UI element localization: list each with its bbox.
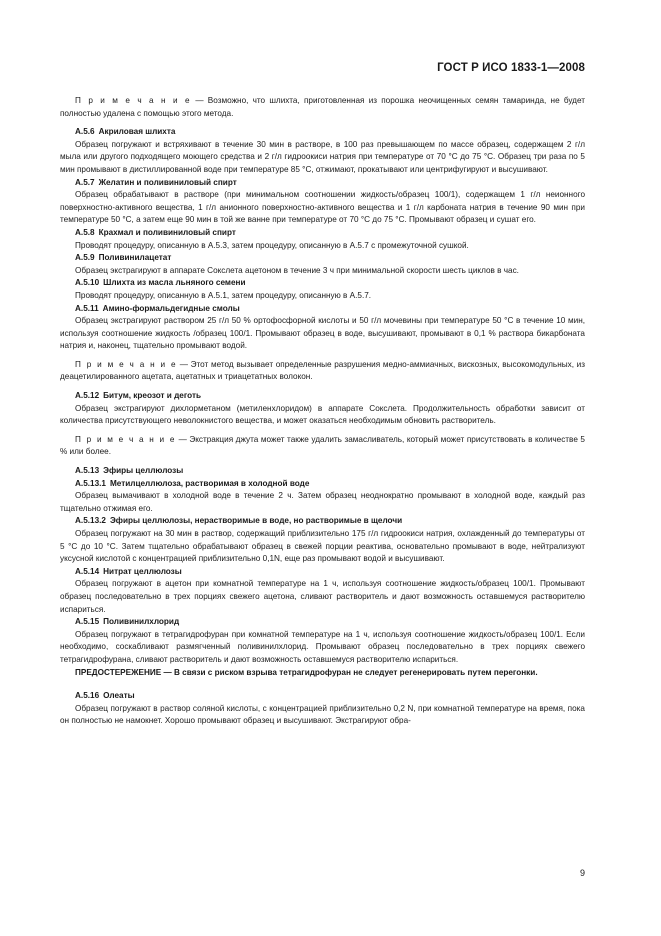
section-heading (60, 177, 585, 190)
section-number: А.5.9 (75, 253, 95, 263)
section-heading (60, 478, 585, 491)
section-number: А.5.7 (75, 177, 95, 187)
section-title: Метилцеллюлоза, растворимая в холодной воде (109, 478, 310, 488)
body-paragraph: Образец погружают и встряхивают в течение 30 мин в растворе, в 100 раз превышающем по массе образец, содержащем 2 г/л мыла или другого подходящего моющего средства и 2 г/л гидроокиси натрия при температуре от 70 °С до 75 °С. Образец три раза по 5 мин промывают в дистиллированной воде при температуре 85 °С, отжимают, прокатывают или центрифугируют и высушивают. (60, 139, 585, 174)
body-paragraph: Образец погружают в раствор соляной кислоты, с концентрацией приблизительно 0,2 N, при комнатной температуре на время, пока он полностью не намокнет. Хорошо промывают образец и высушивают. Экстрагируют обра- (60, 703, 585, 726)
note-paragraph (60, 434, 585, 459)
document-code: ГОСТ Р ИСО 1833-1—2008 (437, 62, 585, 74)
page-number: 9 (579, 868, 585, 878)
note-text: — Экстракция джута может также удалить замасливатель, который может присутствовать в количестве 5 % или более. (60, 434, 585, 457)
note-label: П р и м е ч а н и е (75, 434, 177, 444)
section-number: А.5.8 (75, 227, 95, 237)
note-label: П р и м е ч а н и е (75, 359, 178, 369)
section-number: А.5.16 (75, 691, 100, 701)
body-paragraph: Проводят процедуру, описанную в А.5.3, затем процедуру, описанную в А.5.7 с промежуточной сушкой. (75, 240, 469, 250)
note-paragraph (60, 359, 585, 384)
section-number: А.5.13 (75, 466, 100, 476)
section-heading (60, 515, 585, 528)
body-paragraph: Образец экстрагируют дихлорметаном (метиленхлоридом) в аппарате Сокслета. Продолжительность обработки зависит от количества присутствующего неволокнистого вещества, и может оказаться необходимым обновить растворитель. (60, 403, 585, 426)
section-title: Желатин и поливиниловый спирт (98, 177, 237, 187)
warning-paragraph: ПРЕДОСТЕРЕЖЕНИЕ — В связи с риском взрыва тетрагидрофуран не следует регенерировать путем перегонки. (75, 667, 538, 677)
section-heading (60, 227, 585, 240)
section-number: А.5.6 (75, 127, 95, 137)
section-number: А.5.11 (75, 303, 99, 313)
note-label: П р и м е ч а н и е (75, 96, 192, 105)
section-number: А.5.13.2 (75, 516, 106, 526)
section-number: А.5.10 (75, 278, 100, 288)
body-paragraph: Образец погружают в ацетон при комнатной температуре на 1 ч, используя соотношение жидкость/образец 100/1. Промывают образец последовательно в трех порциях свежего ацетона, сливают растворитель и дают возможность оставшемуся растворителю испариться. (60, 579, 585, 614)
body-paragraph: Образец вымачивают в холодной воде в течение 2 ч. Затем образец неоднократно промывают в холодной воде, каждый раз тщательно отжимая его. (60, 491, 585, 513)
section-number: А.5.12 (75, 391, 100, 401)
section-heading (60, 126, 585, 139)
section-title: Акриловая шлихта (98, 127, 176, 137)
section-number: А.5.14 (75, 566, 100, 576)
note-text: — Возможно, что шлихта, приготовленная из порошка неочищенных семян тамаринда, не будет полностью удалена с помощью этого метода. (60, 96, 585, 118)
section-title: Битум, креозот и деготь (103, 391, 202, 401)
body-paragraph: Проводят процедуру, описанную в А.5.1, затем процедуру, описанную в А.5.7. (75, 290, 372, 300)
section-title: Шлихта из масла льняного семени (103, 278, 246, 288)
section-title: Поливинилацетат (98, 253, 172, 263)
section-heading (60, 616, 585, 629)
section-heading (60, 566, 585, 579)
section-heading (60, 690, 585, 703)
section-heading (60, 303, 585, 316)
section-title: Эфиры целлюлозы, нерастворимые в воде, но растворимые в щелочи (109, 516, 403, 526)
section-title: Эфиры целлюлозы (103, 466, 184, 476)
section-heading (60, 252, 585, 265)
section-number: А.5.13.1 (75, 478, 106, 488)
document-body (60, 95, 585, 728)
section-title: Поливинилхлорид (103, 617, 180, 627)
section-number: А.5.15 (75, 617, 100, 627)
section-title: Олеаты (103, 691, 135, 701)
body-paragraph: Образец экстрагируют раствором 25 г/л 50 % ортофосфорной кислоты и 50 г/л мочевины при температуре 50 °С в течение 10 мин, используя соотношение жидкость /образец 100/1. Промывают образец в воде, высушивают, промывают в 0,1 % раствора бикарбоната натрия и, наконец, тщательно промывают водой. (60, 316, 585, 351)
note-paragraph (60, 95, 585, 120)
section-heading (60, 277, 585, 290)
body-paragraph: Образец обрабатывают в растворе (при минимальном соотношении жидкость/образец 100/1), содержащем 1 г/л неионного поверхностно-активного вещества, 1 г/л анионного поверхностно-активного вещества и 1 г/л карбоната натрия в течение 90 мин при температуре 50 °С, а затем еще 90 мин в той же ванне при температуре от 70 °С до 75 °С. Промывают образец и сушат его. (60, 190, 585, 225)
section-title: Амино-формальдегидные смолы (102, 303, 240, 313)
section-heading (60, 390, 585, 403)
body-paragraph: Образец погружают на 30 мин в раствор, содержащий приблизительно 175 г/л гидроокиси натрия, охлажденный до температуры от 5 °С до 10 °С. Затем тщательно обрабатывают образец в свежей порции реактива, основательно промывают в воде, нейтрализуют уксусной кислотой с концентрацией приблизительно 0,1N, еще раз промывают водой и высушивают. (60, 529, 585, 564)
body-paragraph: Образец экстрагируют в аппарате Сокслета ацетоном в течение 3 ч при минимальной скорости шесть циклов в час. (75, 265, 519, 275)
body-paragraph: Образец погружают в тетрагидрофуран при комнатной температуре на 1 ч, используя соотношение жидкость/образец 100/1. Если необходимо, соскабливают размягченный поливинилхлорид. Промывают образец последовательно в трех порциях свежего тетрагидрофурана, сливают растворитель и дают возможность оставшемуся растворителю испариться. (60, 629, 585, 664)
section-title: Нитрат целлюлозы (103, 566, 182, 576)
section-heading (60, 465, 585, 478)
note-text: — Этот метод вызывает определенные разрушения медно-аммиачных, вискозных, высокомодульных, из деацетилированного ацетата, ацетатных и триацетатных волокон. (60, 359, 585, 382)
section-title: Крахмал и поливиниловый спирт (98, 227, 236, 237)
